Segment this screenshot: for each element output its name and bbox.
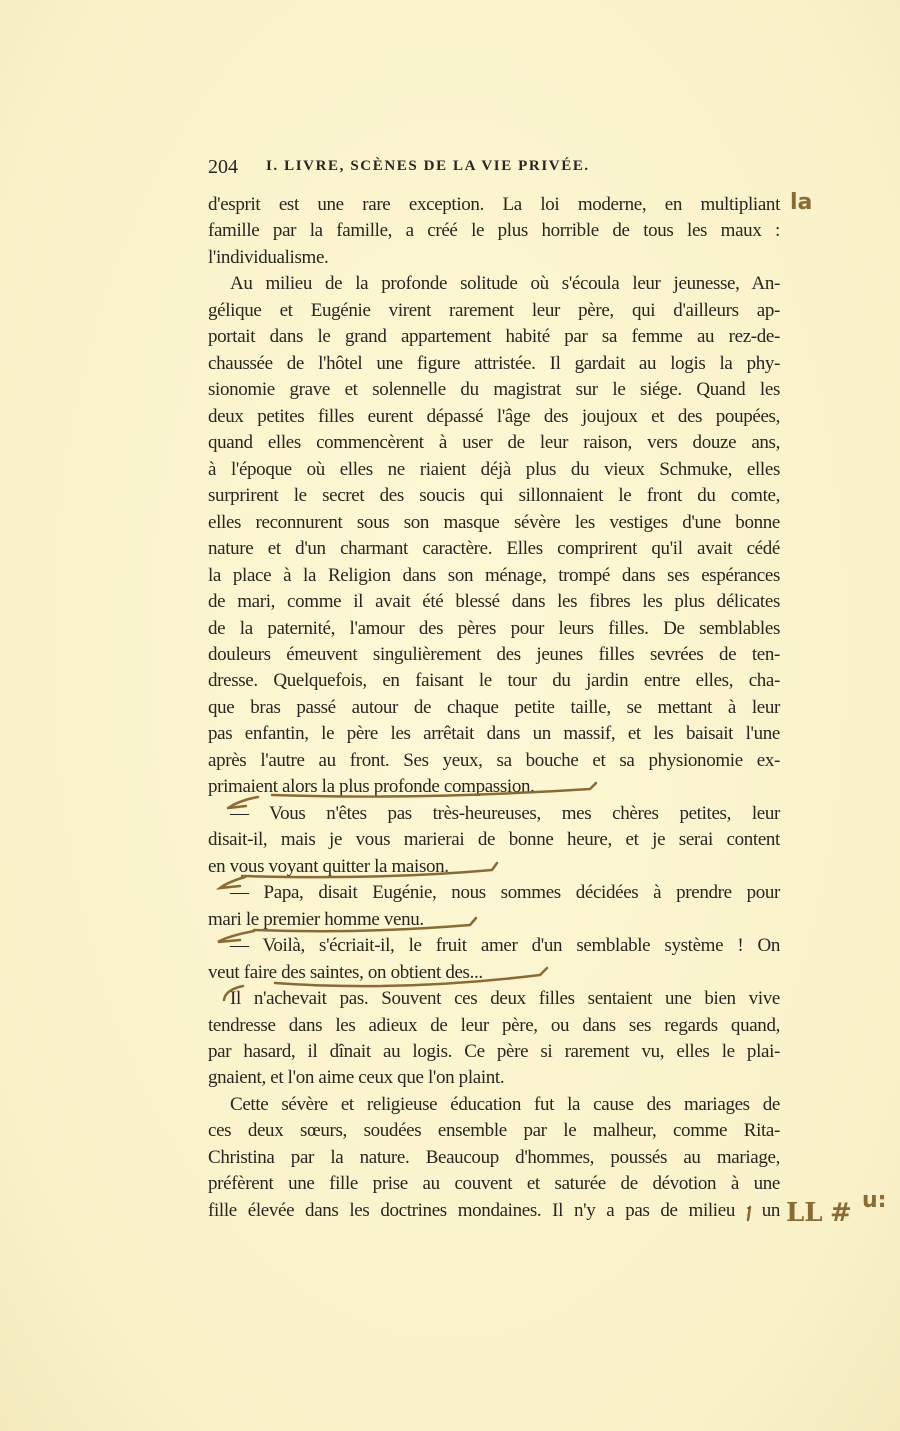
text-line: — Papa, disait Eugénie, nous sommes décidées à prendre pour: [230, 882, 780, 904]
text-line: fille élevée dans les doctrines mondaines. Il n'y a pas de milieu : un: [208, 1199, 780, 1221]
text-line: chaussée de l'hôtel une figure attristée. Il gardait au logis la phy-: [208, 352, 780, 374]
text-line: tendresse dans les adieux de leur père, ou dans ses regards quand,: [208, 1014, 780, 1036]
text-line: Il n'achevait pas. Souvent ces deux filles sentaient une bien vive: [230, 988, 780, 1010]
handwritten-insert-la: la: [790, 190, 813, 215]
text-line: Au milieu de la profonde solitude où s'écoula leur jeunesse, An-: [230, 273, 780, 295]
text-line: préfèrent une fille prise au couvent et saturée de dévotion à une: [208, 1173, 780, 1195]
text-line: — Voilà, s'écriait-il, le fruit amer d'un semblable système ! On: [230, 935, 780, 957]
text-line: mari le premier homme venu.: [208, 908, 424, 930]
text-line: gnaient, et l'on aime ceux que l'on plaint.: [208, 1067, 505, 1089]
text-line: à l'époque où elles ne riaient déjà plus du vieux Schmuke, elles: [208, 458, 780, 480]
text-line: ces deux sœurs, soudées ensemble par le malheur, comme Rita-: [208, 1120, 780, 1142]
text-line: la place à la Religion dans son ménage, trompé dans ses espérances: [208, 564, 780, 586]
text-line: douleurs émeuvent singulièrement des jeunes filles sevrées de ten-: [208, 643, 780, 665]
text-line: gélique et Eugénie virent rarement leur père, qui d'ailleurs ap-: [208, 299, 780, 321]
text-line: portait dans le grand appartement habité par sa femme au rez-de-: [208, 326, 780, 348]
text-line: disait-il, mais je vous marierai de bonne heure, et je serai content: [208, 829, 780, 851]
text-line: nature et d'un charmant caractère. Elles comprirent qu'il avait cédé: [208, 538, 780, 560]
text-line: de la paternité, l'amour des pères pour leurs filles. De semblables: [208, 617, 780, 639]
text-line: deux petites filles eurent dépassé l'âge des joujoux et des poupées,: [208, 405, 780, 427]
text-line: famille par la famille, a créé le plus horrible de tous les maux :: [208, 220, 780, 242]
text-line: l'individualisme.: [208, 246, 329, 268]
text-line: — Vous n'êtes pas très-heureuses, mes chères petites, leur: [230, 802, 780, 824]
text-line: que bras passé autour de chaque petite taille, se mettant à leur: [208, 696, 780, 718]
page-header: [208, 156, 688, 182]
text-line: de mari, comme il avait été blessé dans les fibres les plus délicates: [208, 591, 780, 613]
handwritten-mark: #: [830, 1198, 852, 1228]
text-line: primaient alors la plus profonde compassion.: [208, 776, 535, 798]
handwritten-mark: u:: [862, 1188, 887, 1213]
page-number: 204: [208, 156, 238, 178]
text-line: quand elles commencèrent à user de leur raison, vers douze ans,: [208, 432, 780, 454]
text-line: Cette sévère et religieuse éducation fut la cause des mariages de: [230, 1093, 780, 1115]
text-line: par hasard, il dînait au logis. Ce père si rarement vu, elles le plai-: [208, 1041, 780, 1062]
text-line: Christina par la nature. Beaucoup d'hommes, poussés au mariage,: [208, 1146, 780, 1168]
text-line: d'esprit est une rare exception. La loi moderne, en multipliant: [208, 194, 780, 215]
text-line: sionomie grave et solennelle du magistrat sur le siége. Quand les: [208, 379, 780, 401]
page-body-text: [208, 192, 780, 1224]
text-line: surprirent le secret des soucis qui sillonnaient le front du comte,: [208, 485, 780, 507]
text-line: après l'autre au front. Ses yeux, sa bouche et sa physionomie ex-: [208, 749, 780, 771]
text-line: en vous voyant quitter la maison.: [208, 855, 449, 877]
handwritten-mark: LL: [786, 1198, 823, 1228]
text-line: veut faire des saintes, on obtient des...: [208, 961, 483, 983]
text-line: dresse. Quelquefois, en faisant le tour du jardin entre elles, cha-: [208, 670, 780, 692]
text-line: elles reconnurent sous son masque sévère les vestiges d'une bonne: [208, 511, 780, 533]
text-line: pas enfantin, le père les arrêtait dans un massif, et les baisait l'une: [208, 723, 780, 745]
running-title: I. LIVRE, SCÈNES DE LA VIE PRIVÉE.: [266, 158, 590, 174]
